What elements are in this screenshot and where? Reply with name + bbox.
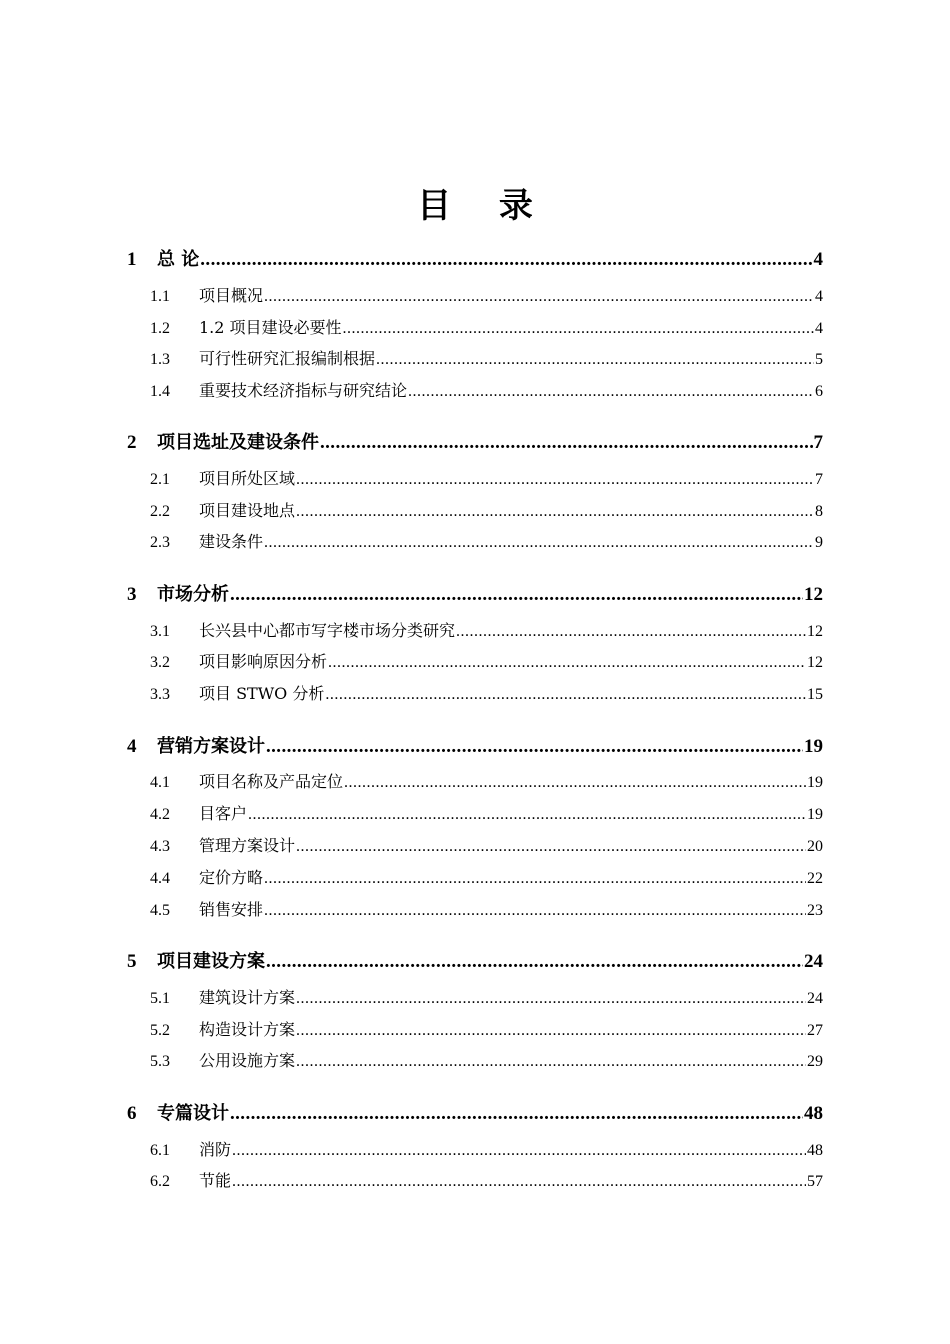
toc-section-6[interactable] xyxy=(127,1099,823,1125)
page-number: 12 xyxy=(807,654,823,671)
dot-leader xyxy=(232,1173,806,1191)
page-number: 29 xyxy=(807,1053,823,1070)
item-title: 目客户 xyxy=(199,804,248,823)
toc-item-4-1[interactable] xyxy=(150,769,823,792)
section-title: 总 论 xyxy=(157,249,200,270)
item-number: 5.1 xyxy=(150,990,170,1007)
item-title: 建筑设计方案 xyxy=(199,988,296,1007)
toc-item-5-2[interactable] xyxy=(150,1017,823,1040)
toc-item-3-3[interactable] xyxy=(150,681,823,704)
item-number: 1.3 xyxy=(150,351,170,368)
item-number: 4.5 xyxy=(150,902,170,919)
dot-leader xyxy=(320,432,813,454)
item-number: 3.1 xyxy=(150,623,170,640)
dot-leader xyxy=(230,1103,803,1125)
toc-item-1-1[interactable] xyxy=(150,283,823,306)
toc-title: 目 录 xyxy=(417,186,551,226)
dot-leader xyxy=(344,774,806,792)
page-number: 48 xyxy=(804,1103,823,1124)
item-title: 管理方案设计 xyxy=(199,836,296,855)
item-title: 销售安排 xyxy=(199,900,264,919)
page-number: 20 xyxy=(807,838,823,855)
item-number: 1.1 xyxy=(150,288,170,305)
dot-leader xyxy=(408,383,814,401)
page-number: 15 xyxy=(807,686,823,703)
item-title: 消防 xyxy=(199,1140,232,1159)
page-number: 7 xyxy=(815,471,823,488)
section-number: 3 xyxy=(127,584,137,605)
page-number: 4 xyxy=(815,288,823,305)
dot-leader xyxy=(296,1022,806,1040)
dot-leader xyxy=(200,249,812,271)
item-title: 项目名称及产品定位 xyxy=(199,772,344,791)
item-title: 项目建设地点 xyxy=(199,501,296,520)
page-number: 7 xyxy=(813,432,823,453)
section-number: 5 xyxy=(127,951,137,972)
item-number: 5.3 xyxy=(150,1053,170,1070)
dot-leader xyxy=(232,1142,806,1160)
item-number: 2.1 xyxy=(150,471,170,488)
item-number: 5.2 xyxy=(150,1022,170,1039)
dot-leader xyxy=(296,838,806,856)
dot-leader xyxy=(296,471,814,489)
toc-section-3[interactable] xyxy=(127,580,823,606)
dot-leader xyxy=(266,951,803,973)
dot-leader xyxy=(325,686,806,704)
dot-leader xyxy=(266,736,803,758)
item-title: 长兴县中心都市写字楼市场分类研究 xyxy=(199,621,456,640)
dot-leader xyxy=(343,320,814,338)
item-number: 4.4 xyxy=(150,870,170,887)
toc-item-2-3[interactable] xyxy=(150,529,823,552)
item-number: 6.2 xyxy=(150,1173,170,1190)
dot-leader xyxy=(296,503,814,521)
toc-item-2-1[interactable] xyxy=(150,466,823,489)
toc-item-6-1[interactable] xyxy=(150,1137,823,1160)
item-number: 2.3 xyxy=(150,534,170,551)
item-number: 4.2 xyxy=(150,806,170,823)
item-title: 定价方略 xyxy=(199,868,264,887)
toc-item-4-3[interactable] xyxy=(150,833,823,856)
dot-leader xyxy=(230,584,803,606)
dot-leader xyxy=(264,534,814,552)
toc-item-5-1[interactable] xyxy=(150,985,823,1008)
dot-leader xyxy=(328,654,806,672)
page-number: 19 xyxy=(807,774,823,791)
section-number: 1 xyxy=(127,249,137,270)
toc-item-2-2[interactable] xyxy=(150,498,823,521)
page-number: 24 xyxy=(804,951,823,972)
dot-leader xyxy=(296,990,806,1008)
dot-leader xyxy=(296,1053,806,1071)
page-number: 9 xyxy=(815,534,823,551)
dot-leader xyxy=(248,806,806,824)
toc-item-1-3[interactable] xyxy=(150,346,823,369)
dot-leader xyxy=(456,623,806,641)
page-number: 57 xyxy=(807,1173,823,1190)
toc-section-2[interactable] xyxy=(127,428,823,454)
item-title: 项目所处区域 xyxy=(199,469,296,488)
toc-item-1-2[interactable] xyxy=(150,315,823,338)
toc-section-5[interactable] xyxy=(127,947,823,973)
section-number: 2 xyxy=(127,432,137,453)
item-number: 4.1 xyxy=(150,774,170,791)
toc-item-4-2[interactable] xyxy=(150,801,823,824)
toc-item-4-5[interactable] xyxy=(150,897,823,920)
page-number: 4 xyxy=(813,249,823,270)
page-number: 24 xyxy=(807,990,823,1007)
item-number: 3.2 xyxy=(150,654,170,671)
toc-item-4-4[interactable] xyxy=(150,865,823,888)
item-number: 1.4 xyxy=(150,383,170,400)
section-title: 营销方案设计 xyxy=(157,736,265,757)
dot-leader xyxy=(264,288,814,306)
item-title: 公用设施方案 xyxy=(199,1051,296,1070)
item-title: 项目概况 xyxy=(199,286,264,305)
toc-section-4[interactable] xyxy=(127,732,823,758)
page-number: 27 xyxy=(807,1022,823,1039)
item-title: 重要技术经济指标与研究结论 xyxy=(199,381,408,400)
section-title: 专篇设计 xyxy=(157,1103,229,1124)
toc-item-6-2[interactable] xyxy=(150,1168,823,1191)
item-title: 构造设计方案 xyxy=(199,1020,296,1039)
page-number: 22 xyxy=(807,870,823,887)
toc-item-1-4[interactable] xyxy=(150,378,823,401)
page-number: 12 xyxy=(804,584,823,605)
item-title: 1.2 项目建设必要性 xyxy=(199,318,342,337)
item-title: 可行性研究汇报编制根据 xyxy=(199,349,376,368)
page-number: 6 xyxy=(815,383,823,400)
item-number: 6.1 xyxy=(150,1142,170,1159)
item-title: 项目 STWO 分析 xyxy=(199,684,325,703)
section-number: 4 xyxy=(127,736,137,757)
toc-item-3-1[interactable] xyxy=(150,618,823,641)
section-title: 市场分析 xyxy=(157,584,229,605)
page-number: 19 xyxy=(804,736,823,757)
page-number: 19 xyxy=(807,806,823,823)
toc-item-3-2[interactable] xyxy=(150,649,823,672)
dot-leader xyxy=(264,902,806,920)
item-number: 3.3 xyxy=(150,686,170,703)
page-number: 23 xyxy=(807,902,823,919)
item-number: 4.3 xyxy=(150,838,170,855)
dot-leader xyxy=(376,351,814,369)
dot-leader xyxy=(264,870,806,888)
item-title: 建设条件 xyxy=(199,532,264,551)
page-number: 4 xyxy=(815,320,823,337)
toc-item-5-3[interactable] xyxy=(150,1048,823,1071)
item-title: 项目影响原因分析 xyxy=(199,652,328,671)
section-title: 项目选址及建设条件 xyxy=(157,432,319,453)
page-number: 5 xyxy=(815,351,823,368)
item-number: 2.2 xyxy=(150,503,170,520)
item-title: 节能 xyxy=(199,1171,232,1190)
toc-section-1[interactable] xyxy=(127,245,823,271)
section-title: 项目建设方案 xyxy=(157,951,265,972)
page-number: 12 xyxy=(807,623,823,640)
section-number: 6 xyxy=(127,1103,137,1124)
page-number: 8 xyxy=(815,503,823,520)
page-number: 48 xyxy=(807,1142,823,1159)
item-number: 1.2 xyxy=(150,320,170,337)
